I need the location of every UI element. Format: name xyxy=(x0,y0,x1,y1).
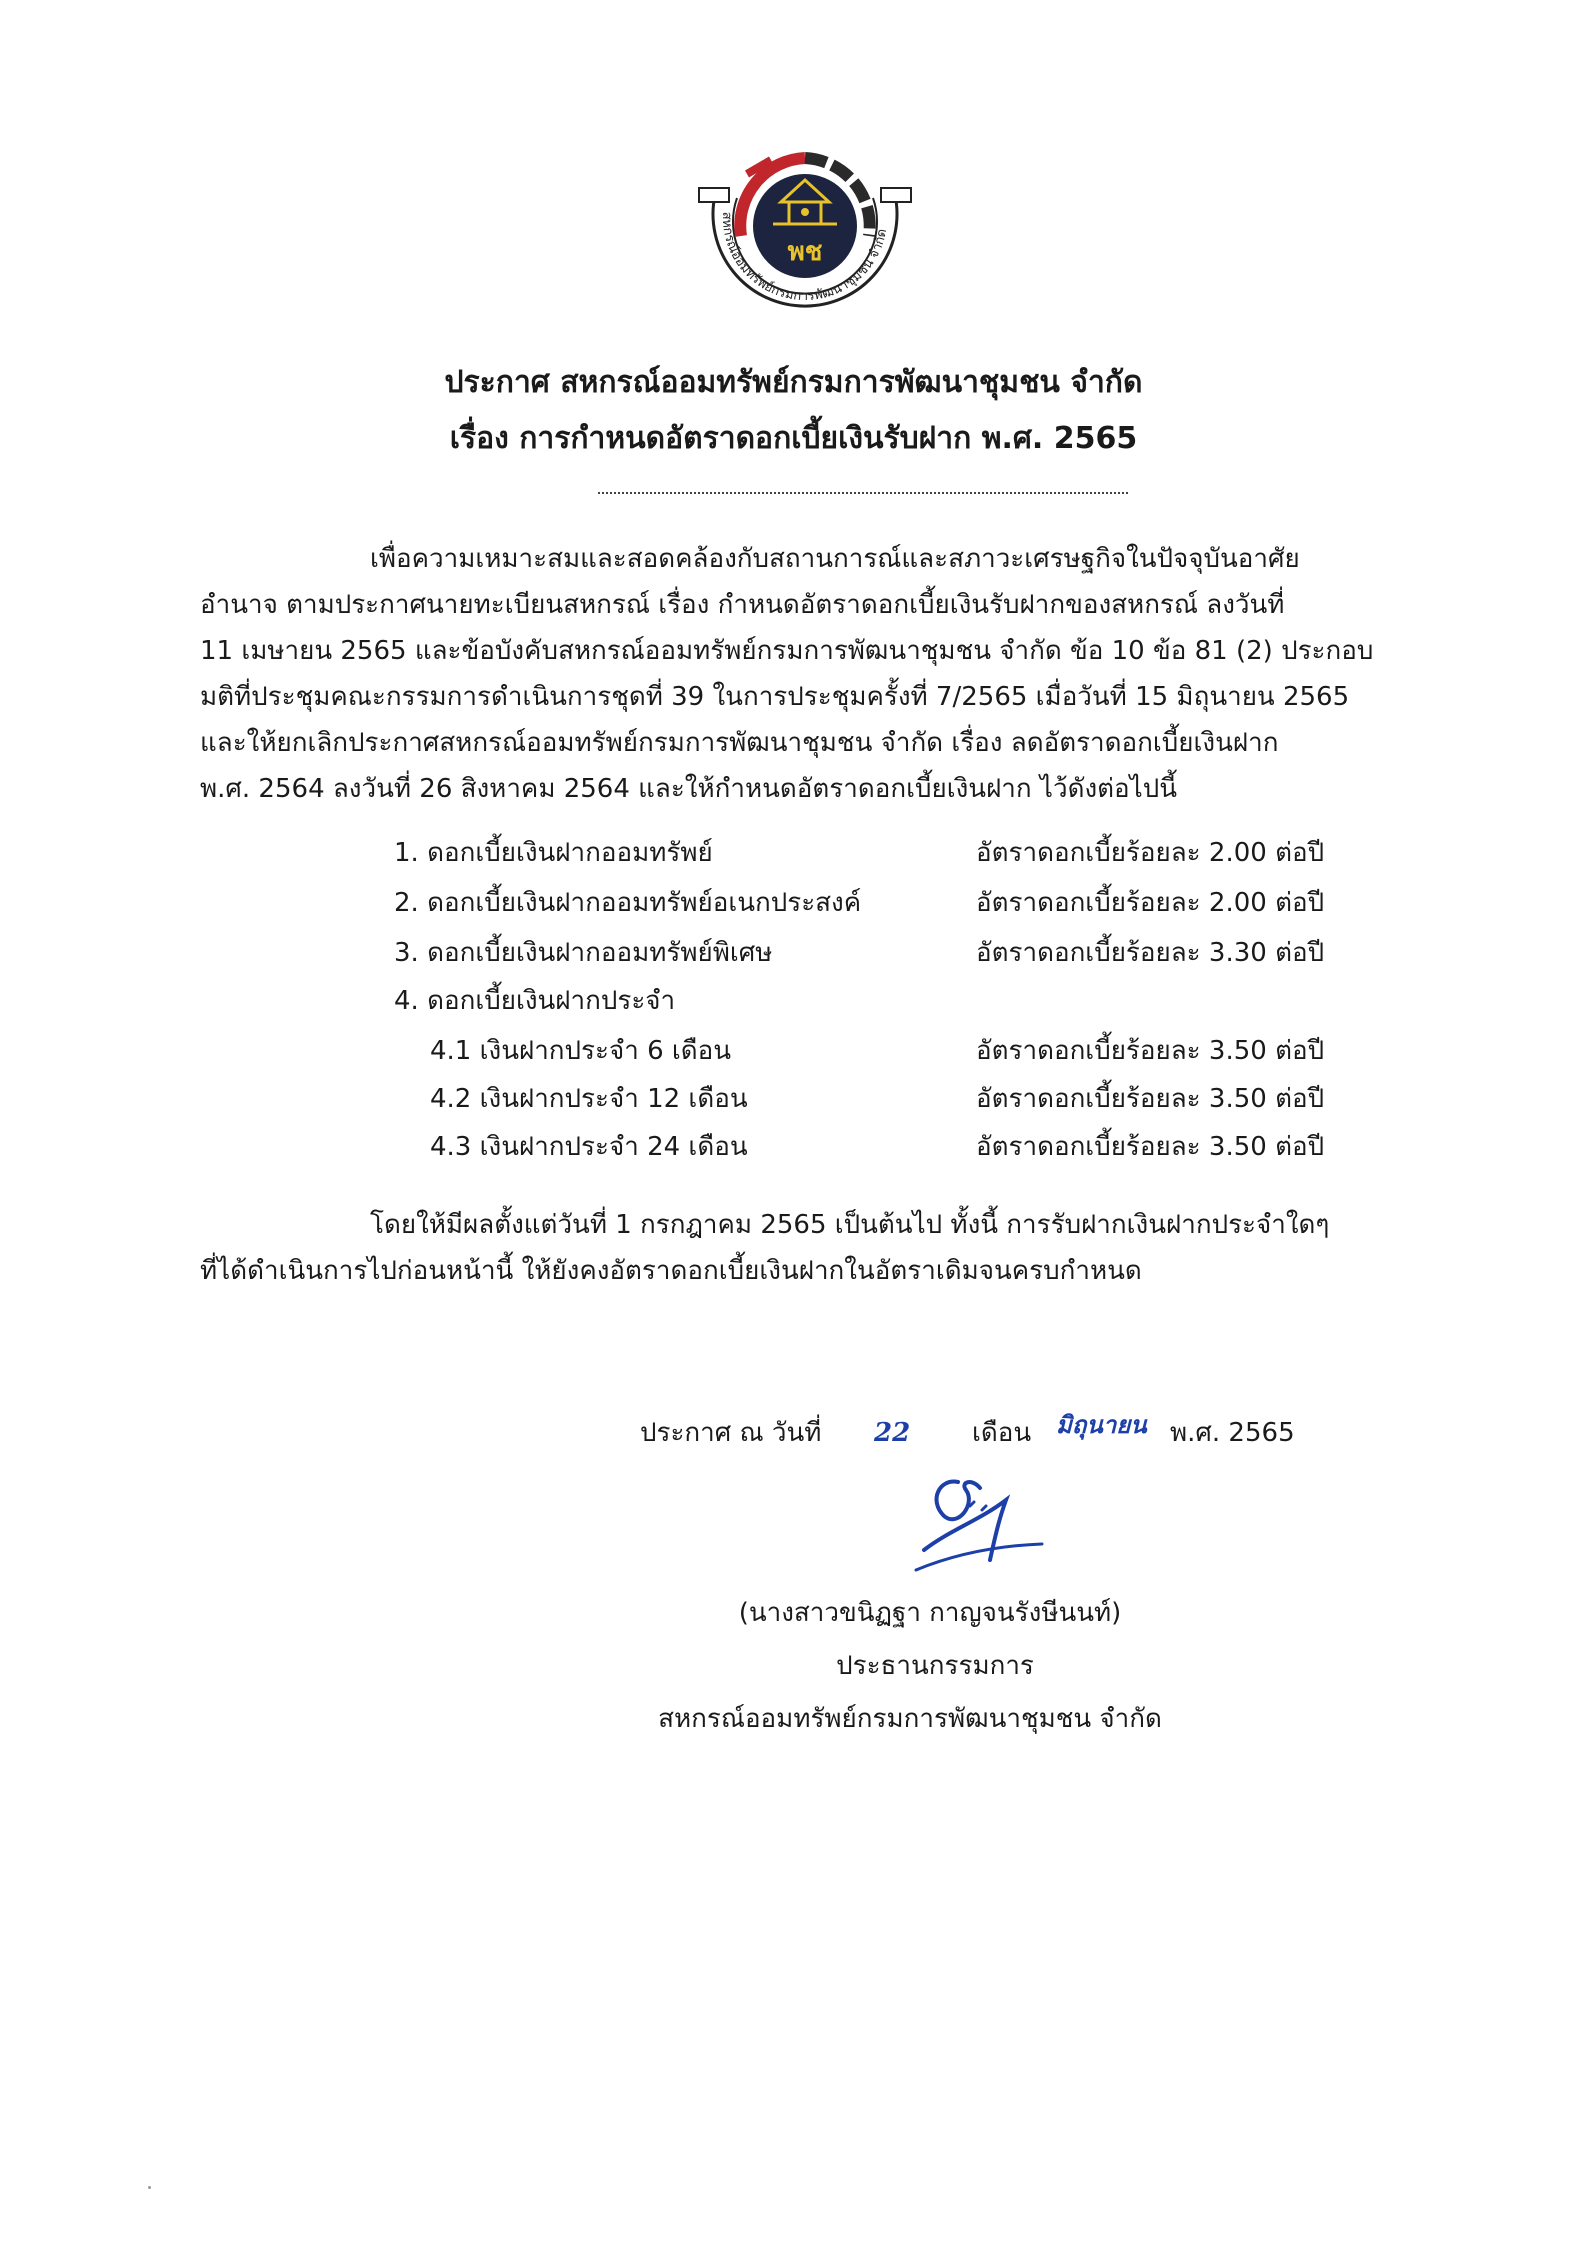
announce-month-handwritten: มิถุนายน xyxy=(1056,1410,1147,1439)
rate-row xyxy=(0,1124,1587,1170)
signer-organization: สหกรณ์ออมทรัพย์กรมการพัฒนาชุมชน จำกัด xyxy=(658,1704,1162,1734)
intro-line: พ.ศ. 2564 ลงวันที่ 26 สิงหาคม 2564 และให้กำหนดอัตราดอกเบี้ยเงินฝาก ไว้ดังต่อไปนี้ xyxy=(200,774,1178,804)
seal-ring-text: สหกรณ์ออมทรัพย์กรมการพัฒนาชุมชน จำกัด xyxy=(718,211,891,305)
effective-line: ที่ได้ดำเนินการไปก่อนหน้านี้ ให้ยังคงอัตราดอกเบี้ยเงินฝากในอัตราเดิมจนครบกำหนด xyxy=(200,1256,1142,1286)
rate-row xyxy=(0,830,1587,876)
signer-name: (นางสาวขนิฏฐา กาญจนรังษีนนท์) xyxy=(738,1598,1122,1628)
rate-label: 4.2 เงินฝากประจำ 12 เดือน xyxy=(430,1084,748,1114)
announce-month-label: เดือน xyxy=(972,1418,1032,1448)
effective-paragraph xyxy=(200,1202,1410,1294)
dotted-divider xyxy=(598,492,1128,494)
rate-row xyxy=(0,930,1587,976)
rate-row xyxy=(0,978,1587,1024)
document-title-line1: ประกาศ สหกรณ์ออมทรัพย์กรมการพัฒนาชุมชน จำกัด xyxy=(444,365,1143,400)
seal-center-text: พช xyxy=(787,237,823,267)
rate-value: อัตราดอกเบี้ยร้อยละ 3.50 ต่อปี xyxy=(976,1036,1325,1066)
rate-label: 1. ดอกเบี้ยเงินฝากออมทรัพย์ xyxy=(394,838,713,868)
intro-line: เพื่อความเหมาะสมและสอดคล้องกับสถานการณ์และสภาวะเศรษฐกิจในปัจจุบันอาศัย xyxy=(370,544,1300,574)
rate-value: อัตราดอกเบี้ยร้อยละ 2.00 ต่อปี xyxy=(976,838,1325,868)
rate-label: 4.3 เงินฝากประจำ 24 เดือน xyxy=(430,1132,748,1162)
intro-line: อำนาจ ตามประกาศนายทะเบียนสหกรณ์ เรื่อง กำหนดอัตราดอกเบี้ยเงินรับฝากของสหกรณ์ ลงวันที่ xyxy=(200,590,1285,620)
rate-value: อัตราดอกเบี้ยร้อยละ 3.30 ต่อปี xyxy=(976,938,1325,968)
rate-label: 4.1 เงินฝากประจำ 6 เดือน xyxy=(430,1036,732,1066)
rate-value: อัตราดอกเบี้ยร้อยละ 2.00 ต่อปี xyxy=(976,888,1325,918)
announcement-date-line xyxy=(640,1408,1360,1458)
announce-prefix: ประกาศ ณ วันที่ xyxy=(640,1418,822,1448)
rate-row xyxy=(0,880,1587,926)
rate-value: อัตราดอกเบี้ยร้อยละ 3.50 ต่อปี xyxy=(976,1084,1325,1114)
effective-line: โดยให้มีผลตั้งแต่วันที่ 1 กรกฎาคม 2565 เป็นต้นไป ทั้งนี้ การรับฝากเงินฝากประจำใดๆ xyxy=(370,1210,1330,1240)
announce-year: พ.ศ. 2565 xyxy=(1170,1418,1295,1448)
intro-line: มติที่ประชุมคณะกรรมการดำเนินการชุดที่ 39 ในการประชุมครั้งที่ 7/2565 เมื่อวันที่ 15 มิถุนายน 2565 xyxy=(200,682,1350,712)
handwritten-signature xyxy=(910,1460,1050,1580)
scan-speck xyxy=(148,2186,151,2189)
intro-paragraph xyxy=(200,536,1410,812)
rate-row xyxy=(0,1076,1587,1122)
signer-position: ประธานกรรมการ xyxy=(836,1651,1034,1681)
document-title-line2: เรื่อง การกำหนดอัตราดอกเบี้ยเงินรับฝาก พ.ศ. 2565 xyxy=(449,421,1138,456)
announce-day-handwritten: 22 xyxy=(874,1418,911,1448)
rate-label: 4. ดอกเบี้ยเงินฝากประจำ xyxy=(394,986,676,1016)
rate-label: 2. ดอกเบี้ยเงินฝากออมทรัพย์อเนกประสงค์ xyxy=(394,888,862,918)
cooperative-seal-logo xyxy=(685,140,925,350)
rate-row xyxy=(0,1028,1587,1074)
intro-line: 11 เมษายน 2565 และข้อบังคับสหกรณ์ออมทรัพย์กรมการพัฒนาชุมชน จำกัด ข้อ 10 ข้อ 81 (2) ประกอบ xyxy=(200,636,1374,666)
intro-line: และให้ยกเลิกประกาศสหกรณ์ออมทรัพย์กรมการพัฒนาชุมชน จำกัด เรื่อง ลดอัตราดอกเบี้ยเงินฝาก xyxy=(200,728,1279,758)
rate-value: อัตราดอกเบี้ยร้อยละ 3.50 ต่อปี xyxy=(976,1132,1325,1162)
rate-label: 3. ดอกเบี้ยเงินฝากออมทรัพย์พิเศษ xyxy=(394,938,773,968)
